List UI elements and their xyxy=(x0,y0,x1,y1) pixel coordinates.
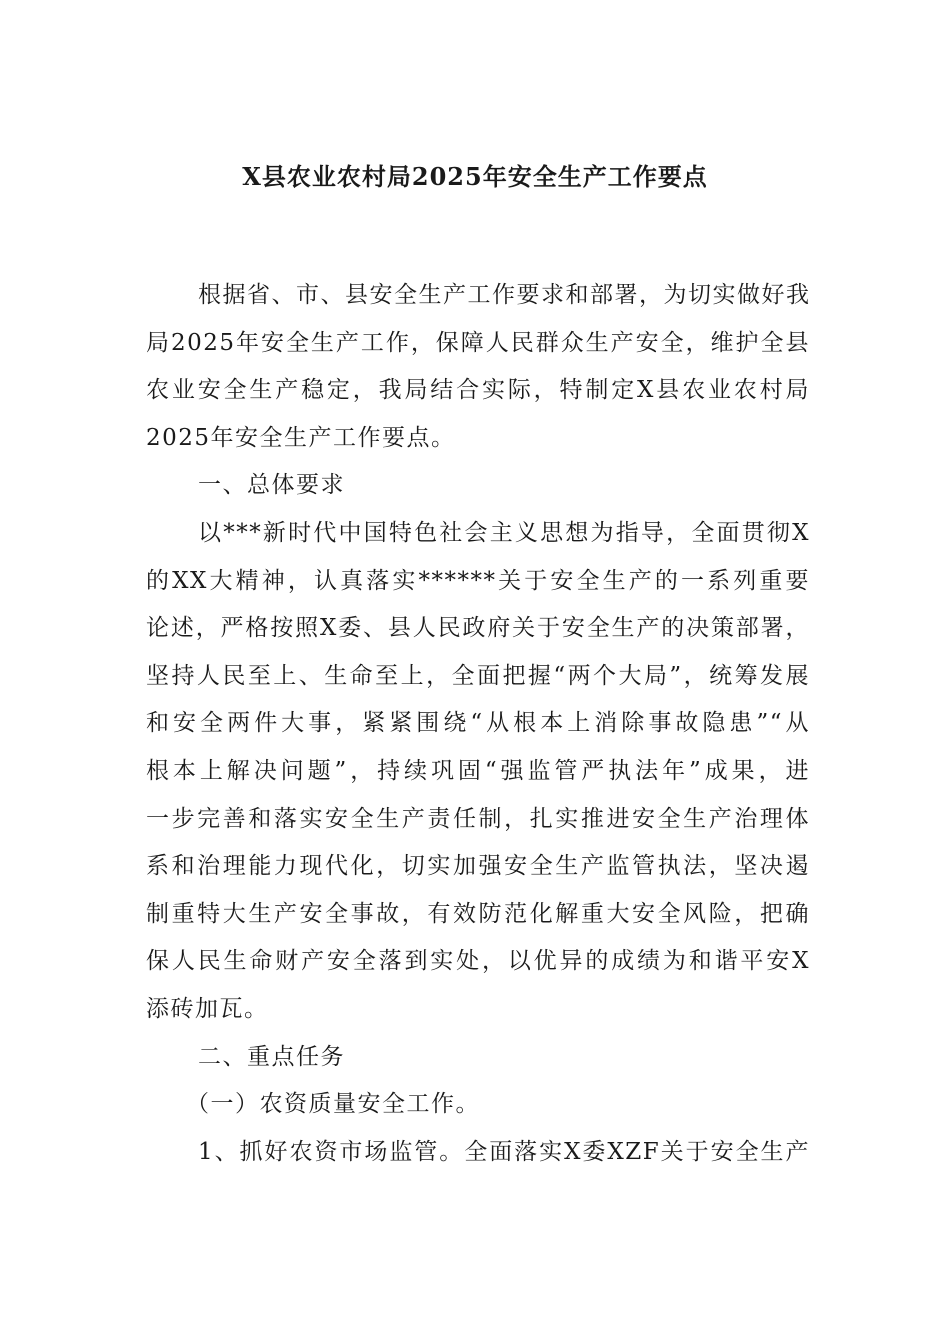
paragraph-line: 2025年安全生产工作要点。 xyxy=(146,424,456,451)
paragraph-line: 根据省、市、县安全生产工作要求和部署，为切实做好我 xyxy=(198,282,810,308)
paragraph-line: 的XX大精神，认真落实******关于安全生产的一系列重要 xyxy=(146,567,810,594)
paragraph-line: 和安全两件大事，紧紧围绕“从根本上消除事故隐患”“从 xyxy=(146,710,810,737)
paragraph-line: 添砖加瓦。 xyxy=(146,995,269,1022)
paragraph-line: 1、抓好农资市场监管。全面落实X委XZF关于安全生产 xyxy=(198,1138,810,1165)
paragraph-line: 保人民生命财产安全落到实处，以优异的成绩为和谐平安X xyxy=(146,948,810,975)
paragraph-line: 坚持人民至上、生命至上，全面把握“两个大局”，统筹发展 xyxy=(146,662,810,689)
document-title: X县农业农村局2025年安全生产工作要点 xyxy=(242,162,708,191)
paragraph-line: 局2025年安全生产工作，保障人民群众生产安全，维护全县 xyxy=(146,329,810,356)
paragraph-line: 农业安全生产稳定，我局结合实际，特制定X县农业农村局 xyxy=(146,377,810,404)
document-body xyxy=(146,272,810,1176)
section-heading-key-tasks: 二、重点任务 xyxy=(198,1043,345,1070)
section-heading-overall-requirements: 一、总体要求 xyxy=(198,472,345,499)
paragraph-line: 制重特大生产安全事故，有效防范化解重大安全风险，把确 xyxy=(146,900,810,927)
paragraph-line: 论述，严格按照X委、县人民政府关于安全生产的决策部署， xyxy=(146,615,810,642)
paragraph-line: 以***新时代中国特色社会主义思想为指导，全面贯彻X xyxy=(198,519,810,546)
subsection-heading: （一）农资质量安全工作。 xyxy=(186,1091,480,1118)
paragraph-line: 根本上解决问题”，持续巩固“强监管严执法年”成果，进 xyxy=(146,757,810,784)
paragraph-line: 一步完善和落实安全生产责任制，扎实推进安全生产治理体 xyxy=(146,805,810,832)
paragraph-line: 系和治理能力现代化，切实加强安全生产监管执法，坚决遏 xyxy=(146,853,810,880)
